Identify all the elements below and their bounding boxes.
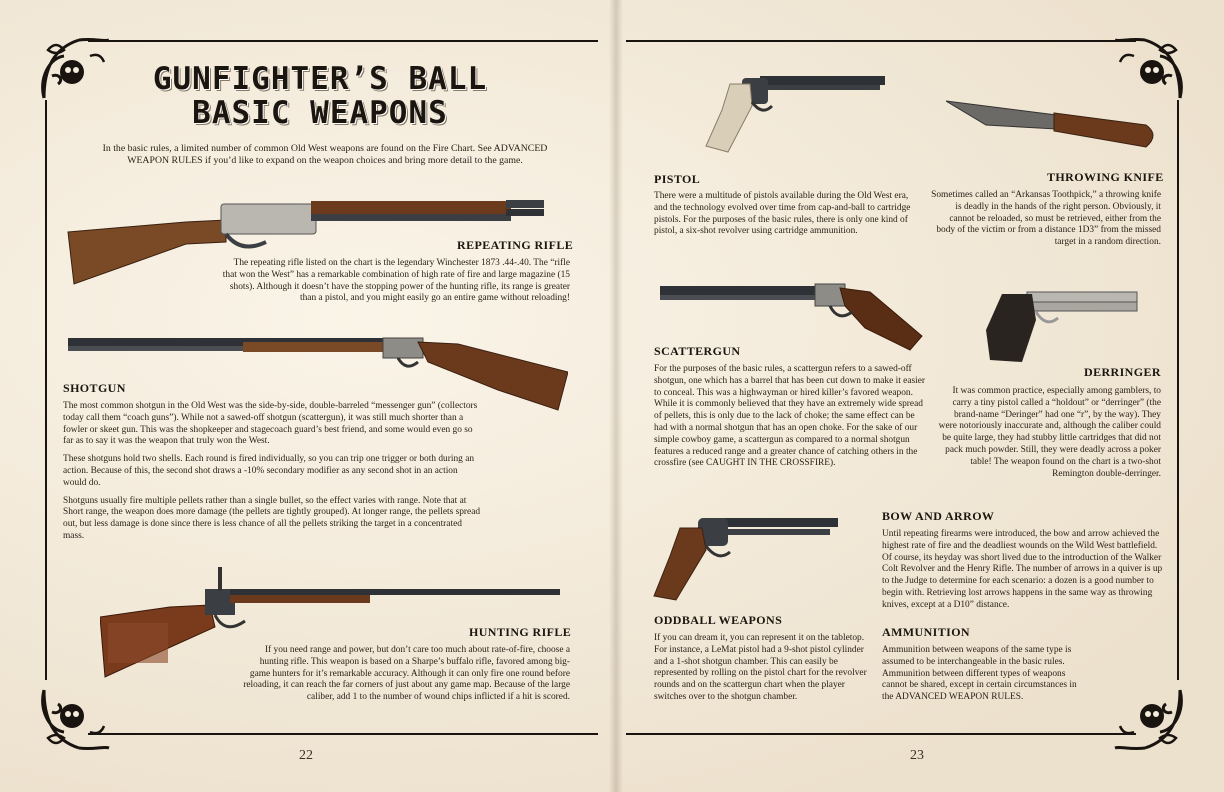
derringer-heading: DERRINGER [1084, 365, 1161, 379]
shotgun-icon [68, 332, 568, 412]
throwing-knife-heading: THROWING KNIFE [1047, 170, 1164, 184]
page-number-left: 22 [299, 748, 313, 763]
page-number-right: 23 [910, 748, 924, 763]
sawed-off-shotgun-icon [660, 278, 925, 353]
intro-paragraph: In the basic rules, a limited number of common Old West weapons are found on the Fire Chart. See ADVANCED WEAPON RULES if you’d like to expand on the weapon choices and bring more detail to the game. [102, 143, 548, 166]
frame-top-left [88, 40, 598, 42]
throwing-knife-body: Sometimes called an “Arkansas Toothpick,” a throwing knife is deadly in the hands of the right person. Obviously, it cannot be reloaded, so must be retrieved, either from the body of the victim or from a distance 1D3” from the missed target in a random direction. [931, 190, 1161, 248]
skull-ornament-icon [34, 680, 114, 760]
bow-and-arrow-body: Until repeating firearms were introduced, the bow and arrow achieved the highest rate of fire and the deadliest wounds on the Wild West battlefield. Of course, its heyday was short lived due to the introduction of the Walker Colt Revolver and the Henry Rifle. The number of arrows in a quiver is up to the Judge to determine for each scenario: a dozen is a good number to begin with. Retrieving lost arrows happens in the same way as throwing knives, except at a D10” distance. [882, 529, 1163, 610]
scattergun-body: For the purposes of the basic rules, a scattergun refers to a sawed-off shotgun, one which has a barrel that has been cut down to make it easier to conceal. This was a highwayman or hired killer’s favored weapon. While it is commonly believed that they have an extremely wide spread of pellets, this is only due to the lack of choke; the same effect can be had with a normal shotgun that has an open choke. For the sake of our simple cowboy game, a scattergun as compared to a normal shotgun features a reduced range and a greater chance of catching others in the crossfire (see CAUGHT IN THE CROSSFIRE). [654, 364, 926, 469]
frame-right [1177, 100, 1179, 680]
pistol-heading: PISTOL [654, 172, 701, 186]
oddball-weapons-heading: ODDBALL WEAPONS [654, 613, 783, 627]
derringer-body: It was common practice, especially among gamblers, to carry a tiny pistol called a “holdout” or “derringer” (the brand-name “Deringer” had one “r”, by the way). They were notoriously inaccurate and, although the caliber could be quite large, they had stubby little cartridges that did not pack much powder. Still, they were deadly across a poker table! The weapon found on the chart is a two-shot Remington double-derringer. [938, 386, 1161, 479]
book-spine [609, 0, 623, 792]
ammunition-heading: AMMUNITION [882, 625, 970, 639]
title-line-1: GUNFIGHTER’S BALL [152, 61, 488, 97]
repeating-rifle-heading: REPEATING RIFLE [457, 238, 574, 252]
frame-left [45, 100, 47, 680]
skull-ornament-icon [34, 28, 114, 108]
knife-icon [946, 95, 1160, 155]
pistol-body: There were a multitude of pistols available during the Old West era, and the technology evolved over time from cap-and-ball to cartridge pistols. For the purposes of the basic rules, there is only one kind of pistol, a six-shot revolver using cartridge ammunition. [654, 191, 911, 237]
frame-bottom-right [626, 733, 1136, 735]
shotgun-paragraph-3: Shotguns usually fire multiple pellets rather than a single bullet, so the effect varies with range. Note that at Short range, the weapon does more damage (the pellets are tightly grouped). At longer range, the pellets spread out, but less damage is done since there is less chance of all the pellets striking the target in a concentrated mass. [63, 495, 481, 541]
title-line-2: BASIC WEAPONS [192, 95, 448, 131]
skull-ornament-icon [1110, 680, 1190, 760]
page-title [140, 62, 500, 130]
shotgun-heading: SHOTGUN [63, 381, 126, 395]
scattergun-heading: SCATTERGUN [654, 344, 741, 358]
ammunition-body: Ammunition between weapons of the same type is assumed to be interchangeable in the basic rules. Ammunition between different types of weapons cannot be shared, except in certain circumstances in the ADVANCED WEAPON RULES. [882, 645, 1077, 703]
oddball-weapons-body: If you can dream it, you can represent it on the tabletop. For instance, a LeMat pistol had a 9-shot pistol cylinder and a 1-shot shotgun chamber. This can easily be represented by rolling on the pistol chart for the revolver rounds and on the scattergun chart when the player switches over to the shotgun chamber. [654, 633, 867, 702]
shotgun-body [63, 401, 483, 549]
derringer-icon [982, 280, 1142, 365]
hunting-rifle-heading: HUNTING RIFLE [469, 625, 572, 639]
shotgun-paragraph-2: These shotguns hold two shells. Each round is fired individually, so you can trip one trigger or both during an action. Because of this, the second shot draws a -10% secondary modifier as any second shot in an action would do. [63, 454, 475, 488]
revolver-icon [700, 70, 890, 155]
frame-bottom-left [88, 733, 598, 735]
frame-top-right [626, 40, 1136, 42]
hunting-rifle-body: If you need range and power, but don’t care too much about rate-of-fire, choose a hunting rifle. This weapon is based on a Sharpe’s buffalo rifle, favored among big-game hunters for it’s remarkable accuracy. Although it can only fire one round before reloading, it can reach the far corners of just about any game map. Because of the large caliber, add 1 to the number of wound chips inflicted if a hit is scored. [243, 645, 570, 703]
repeating-rifle-body: The repeating rifle listed on the chart is the legendary Winchester 1873 .44-.40. The “rifle that won the West” has a remarkable combination of high rate of fire and large magazine (15 shots). Although it doesn’t have the stopping power of the hunting rifle, its range is greater than a pistol, and you might easily go an entire game without reloading! [222, 258, 570, 304]
lemat-pistol-icon [650, 512, 840, 604]
shotgun-paragraph-1: The most common shotgun in the Old West was the side-by-side, double-barreled “messenger gun” (collectors today call them “coach guns”). While not a sawed-off shotgun (scattergun), it was still much shorter than a fowler or skeet gun. This was the shopkeeper and stagecoach guard’s best friend, and some would even go so far as to say it was the weapon that truly won the West. [63, 401, 478, 447]
bow-and-arrow-heading: BOW AND ARROW [882, 509, 995, 523]
